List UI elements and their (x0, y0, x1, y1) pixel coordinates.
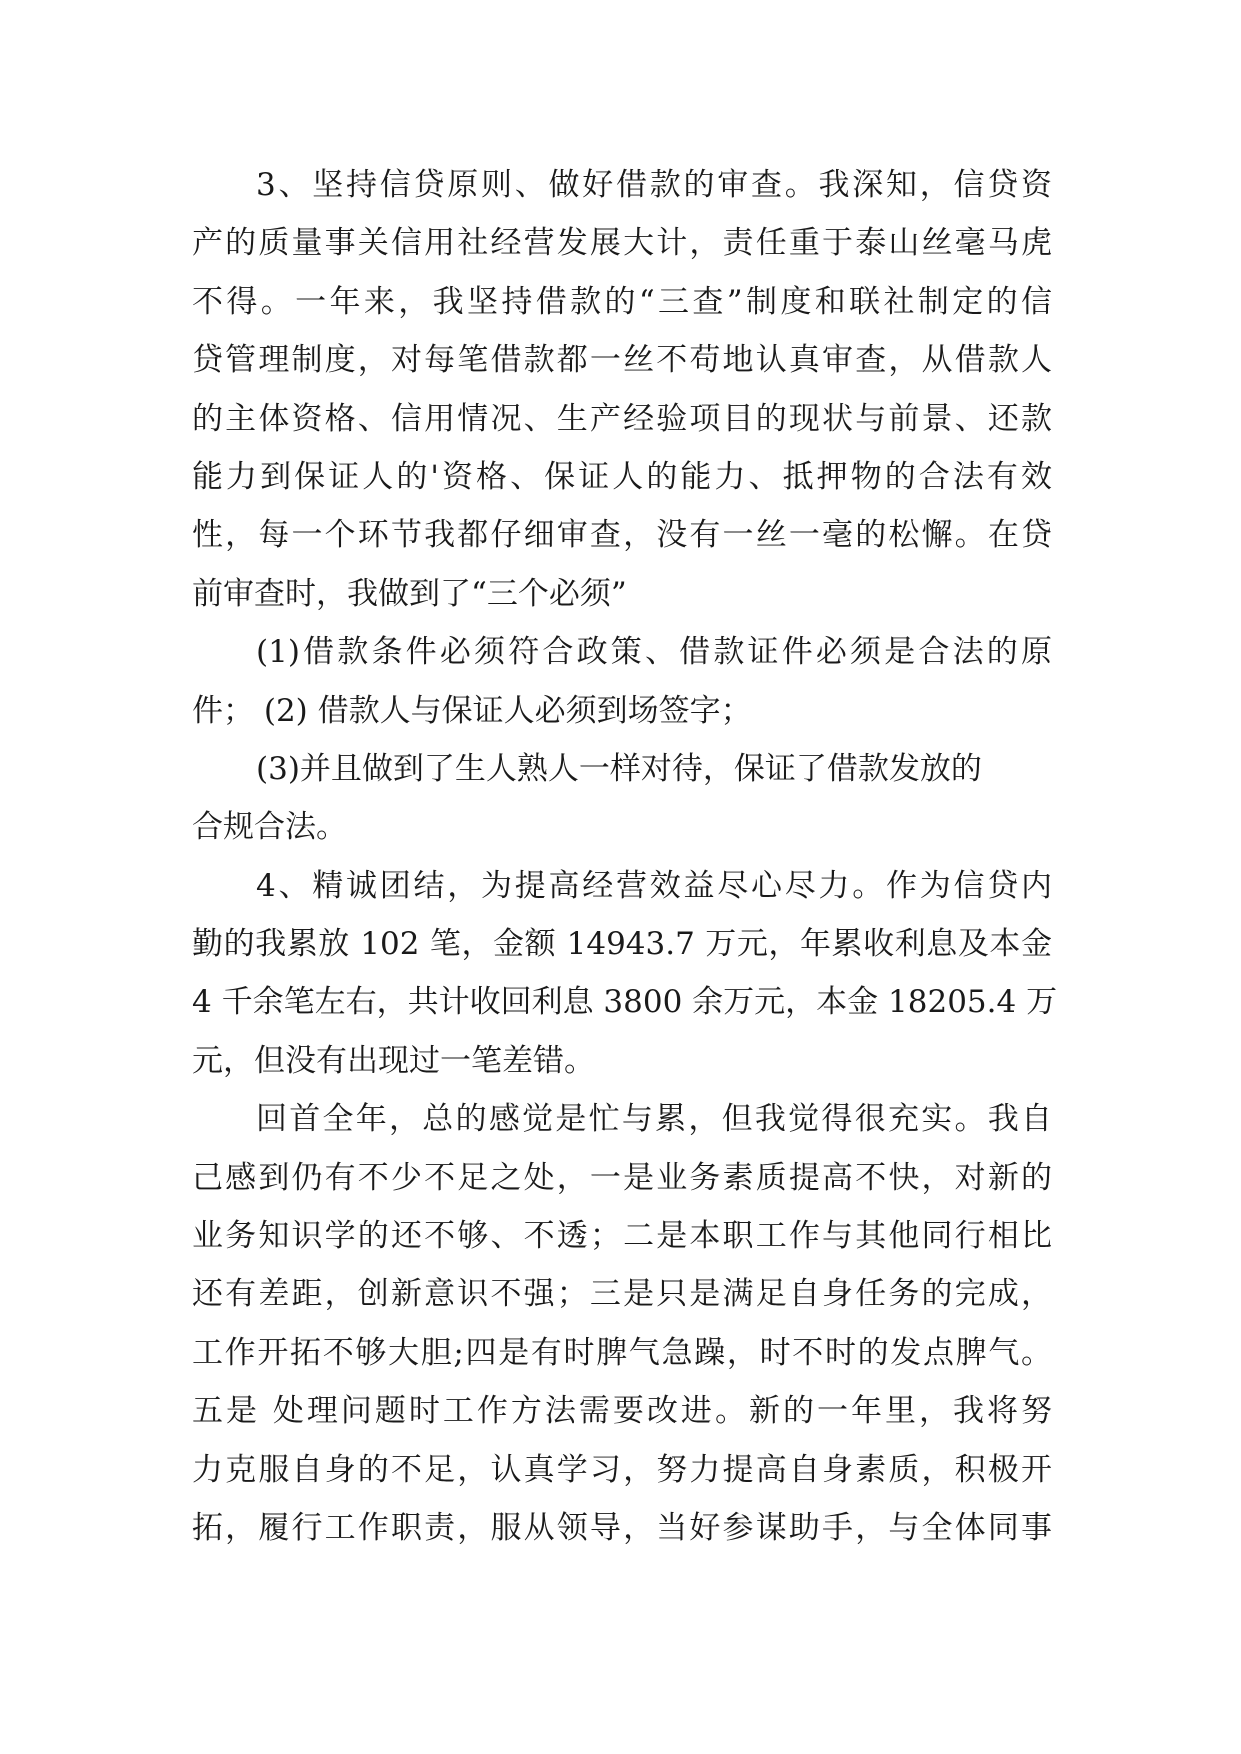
text-line: 力克服自身的不足，认真学习，努力提高自身素质，积极开 (192, 1451, 1052, 1488)
text-line: 工作开拓不够大胆;四是有时脾气急躁，时不时的发点脾气。 (192, 1334, 1052, 1371)
text-line: 产的质量事关信用社经营发展大计，责任重于泰山丝毫马虎 (192, 225, 1052, 262)
text-line: 勤的我累放 102 笔，金额 14943.7 万元，年累收利息及本金 (192, 926, 1052, 963)
text-line: 4、精诚团结，为提高经营效益尽心尽力。作为信贷内 (256, 867, 1052, 904)
text-line: 己感到仍有不少不足之处，一是业务素质提高不快，对新的 (192, 1159, 1052, 1196)
text-line: (1)借款条件必须符合政策、借款证件必须是合法的原 (256, 634, 1052, 671)
text-line: 合规合法。 (192, 809, 347, 846)
text-line: 能力到保证人的'资格、保证人的能力、抵押物的合法有效 (192, 458, 1052, 495)
text-line: 4 千余笔左右，共计收回利息 3800 余万元，本金 18205.4 万 (192, 984, 1058, 1021)
text-line: 还有差距，创新意识不强；三是只是满足自身任务的完成， (192, 1276, 1052, 1313)
text-line: 拓，履行工作职责，服从领导，当好参谋助手，与全体同事 (192, 1509, 1052, 1546)
text-line: 的主体资格、信用情况、生产经验项目的现状与前景、还款 (192, 400, 1052, 437)
text-line: 五是 处理问题时工作方法需要改进。新的一年里，我将努 (192, 1393, 1052, 1430)
text-line: 件； (2) 借款人与保证人必须到场签字； (192, 692, 752, 729)
text-line: 不得。一年来，我坚持借款的“三查”制度和联社制定的信 (192, 283, 1052, 320)
text-line: 性，每一个环节我都仔细审查，没有一丝一毫的松懈。在贷 (192, 517, 1052, 554)
text-line: 3、坚持信贷原则、做好借款的审查。我深知，信贷资 (256, 167, 1052, 203)
text-line: (3)并且做到了生人熟人一样对待，保证了借款发放的 (256, 750, 982, 787)
text-line: 元，但没有出现过一笔差错。 (192, 1042, 595, 1079)
text-line: 业务知识学的还不够、不透；二是本职工作与其他同行相比 (192, 1218, 1052, 1255)
text-line: 前审查时，我做到了“三个必须” (192, 575, 627, 612)
text-line: 回首全年，总的感觉是忙与累，但我觉得很充实。我自 (256, 1101, 1052, 1138)
text-line: 贷管理制度，对每笔借款都一丝不苟地认真审查，从借款人 (192, 342, 1052, 379)
document-body (192, 156, 1058, 1557)
